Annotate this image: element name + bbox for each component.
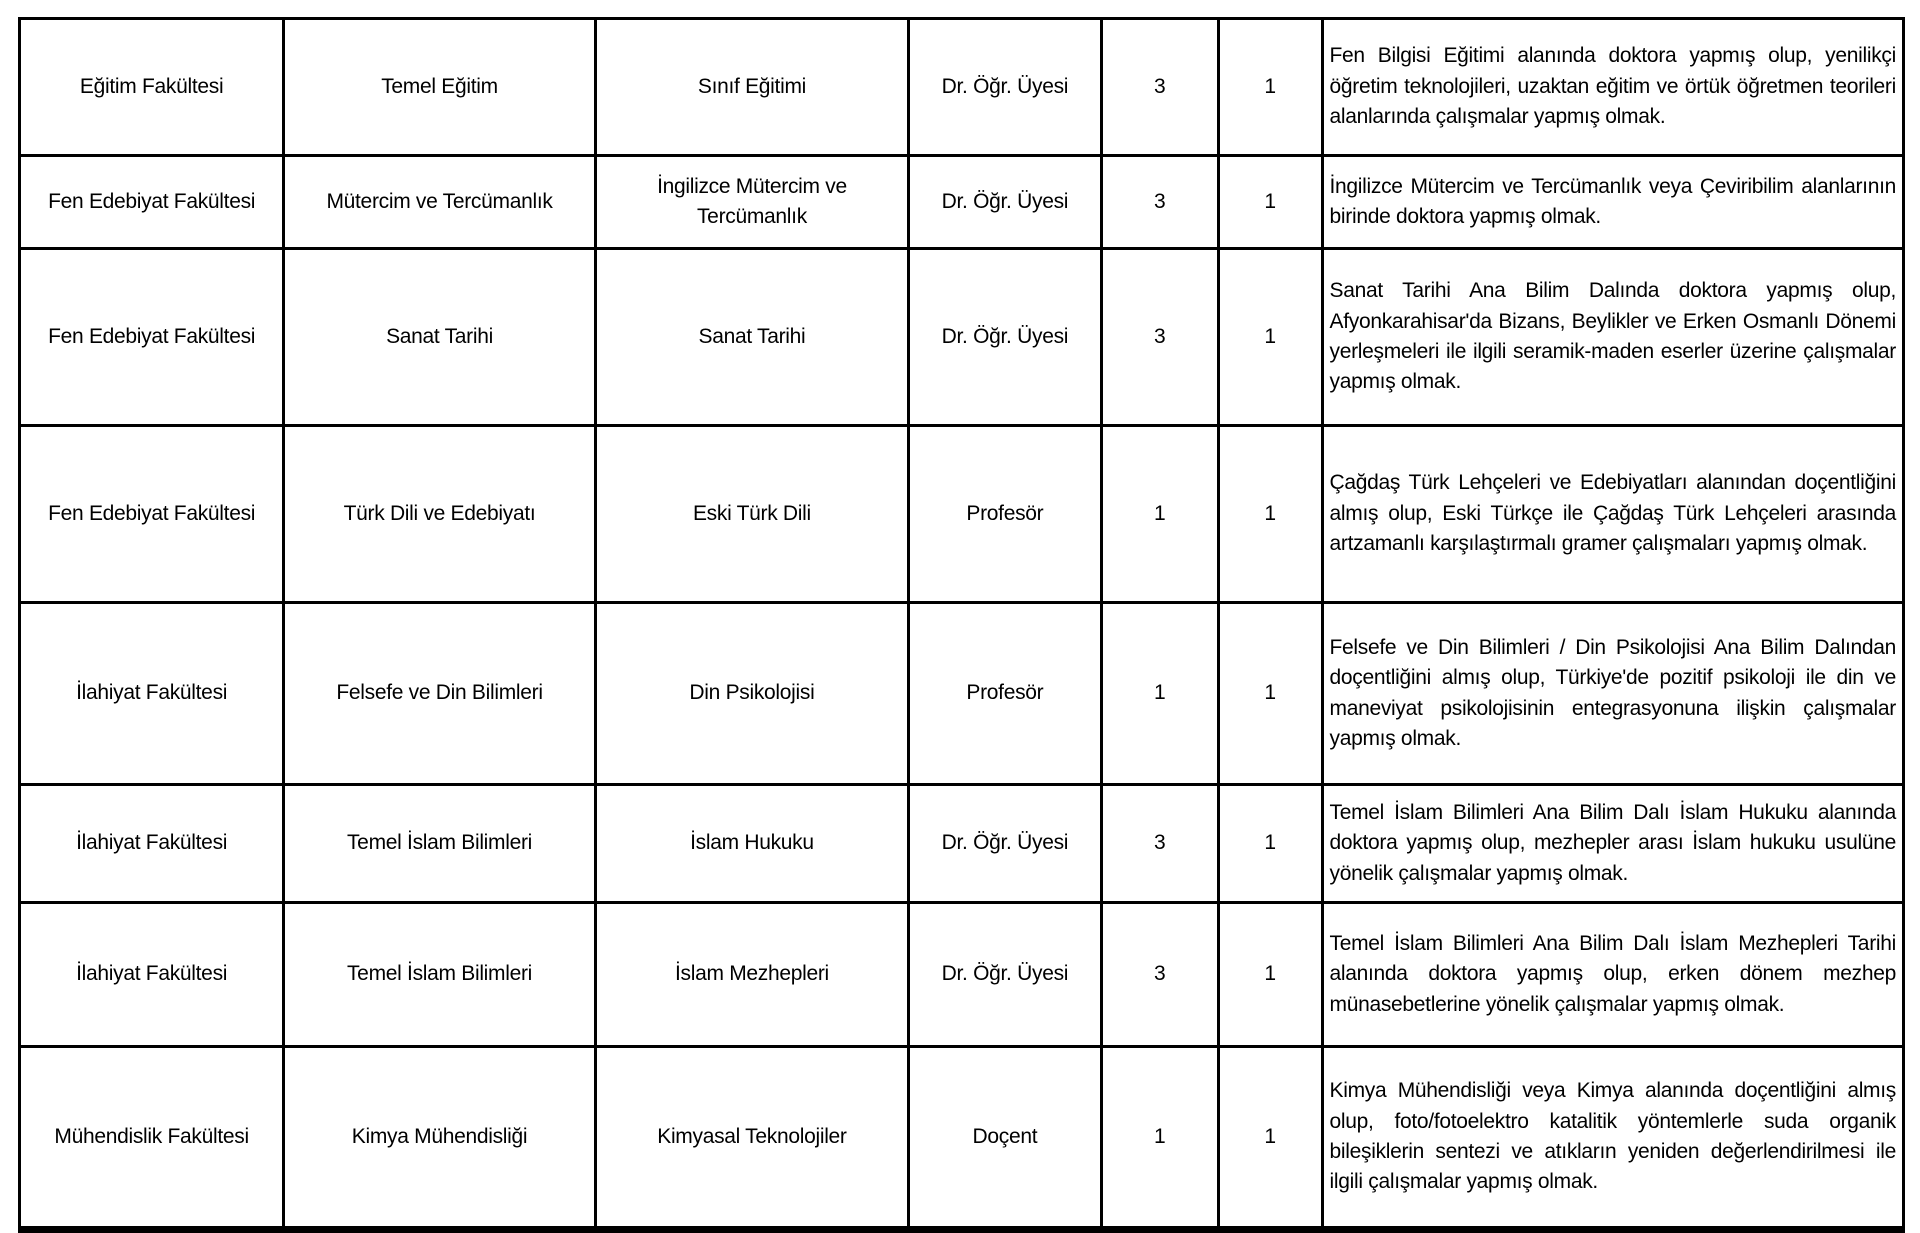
count-b-cell: 1 — [1218, 249, 1322, 426]
department-cell: Kimya Mühendisliği — [284, 1047, 595, 1230]
faculty-cell: Mühendislik Fakültesi — [20, 1047, 284, 1230]
department-cell: Sanat Tarihi — [284, 249, 595, 426]
requirement-cell: İngilizce Mütercim ve Tercümanlık veya Çeviribilim alanlarının birinde doktora yapmış olmak. — [1322, 156, 1903, 249]
count-b-cell: 1 — [1218, 156, 1322, 249]
title-cell: Profesör — [909, 426, 1102, 603]
count-a-cell: 1 — [1101, 426, 1218, 603]
faculty-cell: İlahiyat Fakültesi — [20, 903, 284, 1047]
faculty-cell: Fen Edebiyat Fakültesi — [20, 426, 284, 603]
count-b-cell: 1 — [1218, 426, 1322, 603]
table-row — [20, 19, 1904, 156]
count-a-cell: 1 — [1101, 1047, 1218, 1230]
count-b-cell: 1 — [1218, 785, 1322, 903]
count-b-cell: 1 — [1218, 603, 1322, 785]
table-row — [20, 785, 1904, 903]
department-cell: Temel İslam Bilimleri — [284, 903, 595, 1047]
table-row — [20, 426, 1904, 603]
requirement-cell: Sanat Tarihi Ana Bilim Dalında doktora yapmış olup, Afyonkarahisar'da Bizans, Beylikler ve Erken Osmanlı Dönemi yerleşmeleri ile ilgili seramik-maden eserler üzerine çalışmalar yapmış olmak. — [1322, 249, 1903, 426]
title-cell: Dr. Öğr. Üyesi — [909, 156, 1102, 249]
requirement-cell: Temel İslam Bilimleri Ana Bilim Dalı İslam Hukuku alanında doktora yapmış olup, mezhepler arası İslam hukuku usulüne yönelik çalışmalar yapmış olmak. — [1322, 785, 1903, 903]
count-b-cell: 1 — [1218, 1047, 1322, 1230]
faculty-cell: Eğitim Fakültesi — [20, 19, 284, 156]
faculty-cell: İlahiyat Fakültesi — [20, 785, 284, 903]
title-cell: Dr. Öğr. Üyesi — [909, 785, 1102, 903]
table-row — [20, 1047, 1904, 1230]
table-row — [20, 603, 1904, 785]
count-b-cell: 1 — [1218, 903, 1322, 1047]
department-cell: Felsefe ve Din Bilimleri — [284, 603, 595, 785]
count-b-cell: 1 — [1218, 19, 1322, 156]
count-a-cell: 3 — [1101, 156, 1218, 249]
requirement-cell: Felsefe ve Din Bilimleri / Din Psikolojisi Ana Bilim Dalından doçentliğini almış olup, Türkiye'de pozitif psikoloji ile din ve maneviyat psikolojisinin entegrasyonuna ilişkin çalışmalar yapmış olmak. — [1322, 603, 1903, 785]
department-cell: Temel İslam Bilimleri — [284, 785, 595, 903]
title-cell: Dr. Öğr. Üyesi — [909, 903, 1102, 1047]
job-postings-table — [18, 17, 1905, 1233]
title-cell: Dr. Öğr. Üyesi — [909, 19, 1102, 156]
department-cell: Mütercim ve Tercümanlık — [284, 156, 595, 249]
count-a-cell: 3 — [1101, 785, 1218, 903]
program-cell: İslam Hukuku — [595, 785, 908, 903]
requirement-cell: Temel İslam Bilimleri Ana Bilim Dalı İslam Mezhepleri Tarihi alanında doktora yapmış olup, erken dönem mezhep münasebetlerine yönelik çalışmalar yapmış olmak. — [1322, 903, 1903, 1047]
faculty-cell: Fen Edebiyat Fakültesi — [20, 156, 284, 249]
faculty-cell: Fen Edebiyat Fakültesi — [20, 249, 284, 426]
program-cell: Kimyasal Teknolojiler — [595, 1047, 908, 1230]
table-row — [20, 249, 1904, 426]
table-row — [20, 903, 1904, 1047]
count-a-cell: 3 — [1101, 249, 1218, 426]
faculty-cell: İlahiyat Fakültesi — [20, 603, 284, 785]
program-cell: İngilizce Mütercim ve Tercümanlık — [595, 156, 908, 249]
requirement-cell: Fen Bilgisi Eğitimi alanında doktora yapmış olup, yenilikçi öğretim teknolojileri, uzaktan eğitim ve örtük öğretmen teorileri alanlarında çalışmalar yapmış olmak. — [1322, 19, 1903, 156]
program-cell: İslam Mezhepleri — [595, 903, 908, 1047]
title-cell: Doçent — [909, 1047, 1102, 1230]
program-cell: Sınıf Eğitimi — [595, 19, 908, 156]
count-a-cell: 3 — [1101, 19, 1218, 156]
title-cell: Dr. Öğr. Üyesi — [909, 249, 1102, 426]
department-cell: Türk Dili ve Edebiyatı — [284, 426, 595, 603]
requirement-cell: Kimya Mühendisliği veya Kimya alanında doçentliğini almış olup, foto/fotoelektro katalitik yöntemlerle suda organik bileşiklerin sentezi ve atıkların yeniden değerlendirilmesi ile ilgili çalışmalar yapmış olmak. — [1322, 1047, 1903, 1230]
count-a-cell: 1 — [1101, 603, 1218, 785]
requirement-cell: Çağdaş Türk Lehçeleri ve Edebiyatları alanından doçentliğini almış olup, Eski Türkçe ile Çağdaş Türk Lehçeleri arasında artzamanlı karşılaştırmalı gramer çalışmaları yapmış olmak. — [1322, 426, 1903, 603]
program-cell: Sanat Tarihi — [595, 249, 908, 426]
program-cell: Din Psikolojisi — [595, 603, 908, 785]
title-cell: Profesör — [909, 603, 1102, 785]
count-a-cell: 3 — [1101, 903, 1218, 1047]
table-row — [20, 156, 1904, 249]
department-cell: Temel Eğitim — [284, 19, 595, 156]
program-cell: Eski Türk Dili — [595, 426, 908, 603]
table-body — [20, 19, 1904, 1230]
